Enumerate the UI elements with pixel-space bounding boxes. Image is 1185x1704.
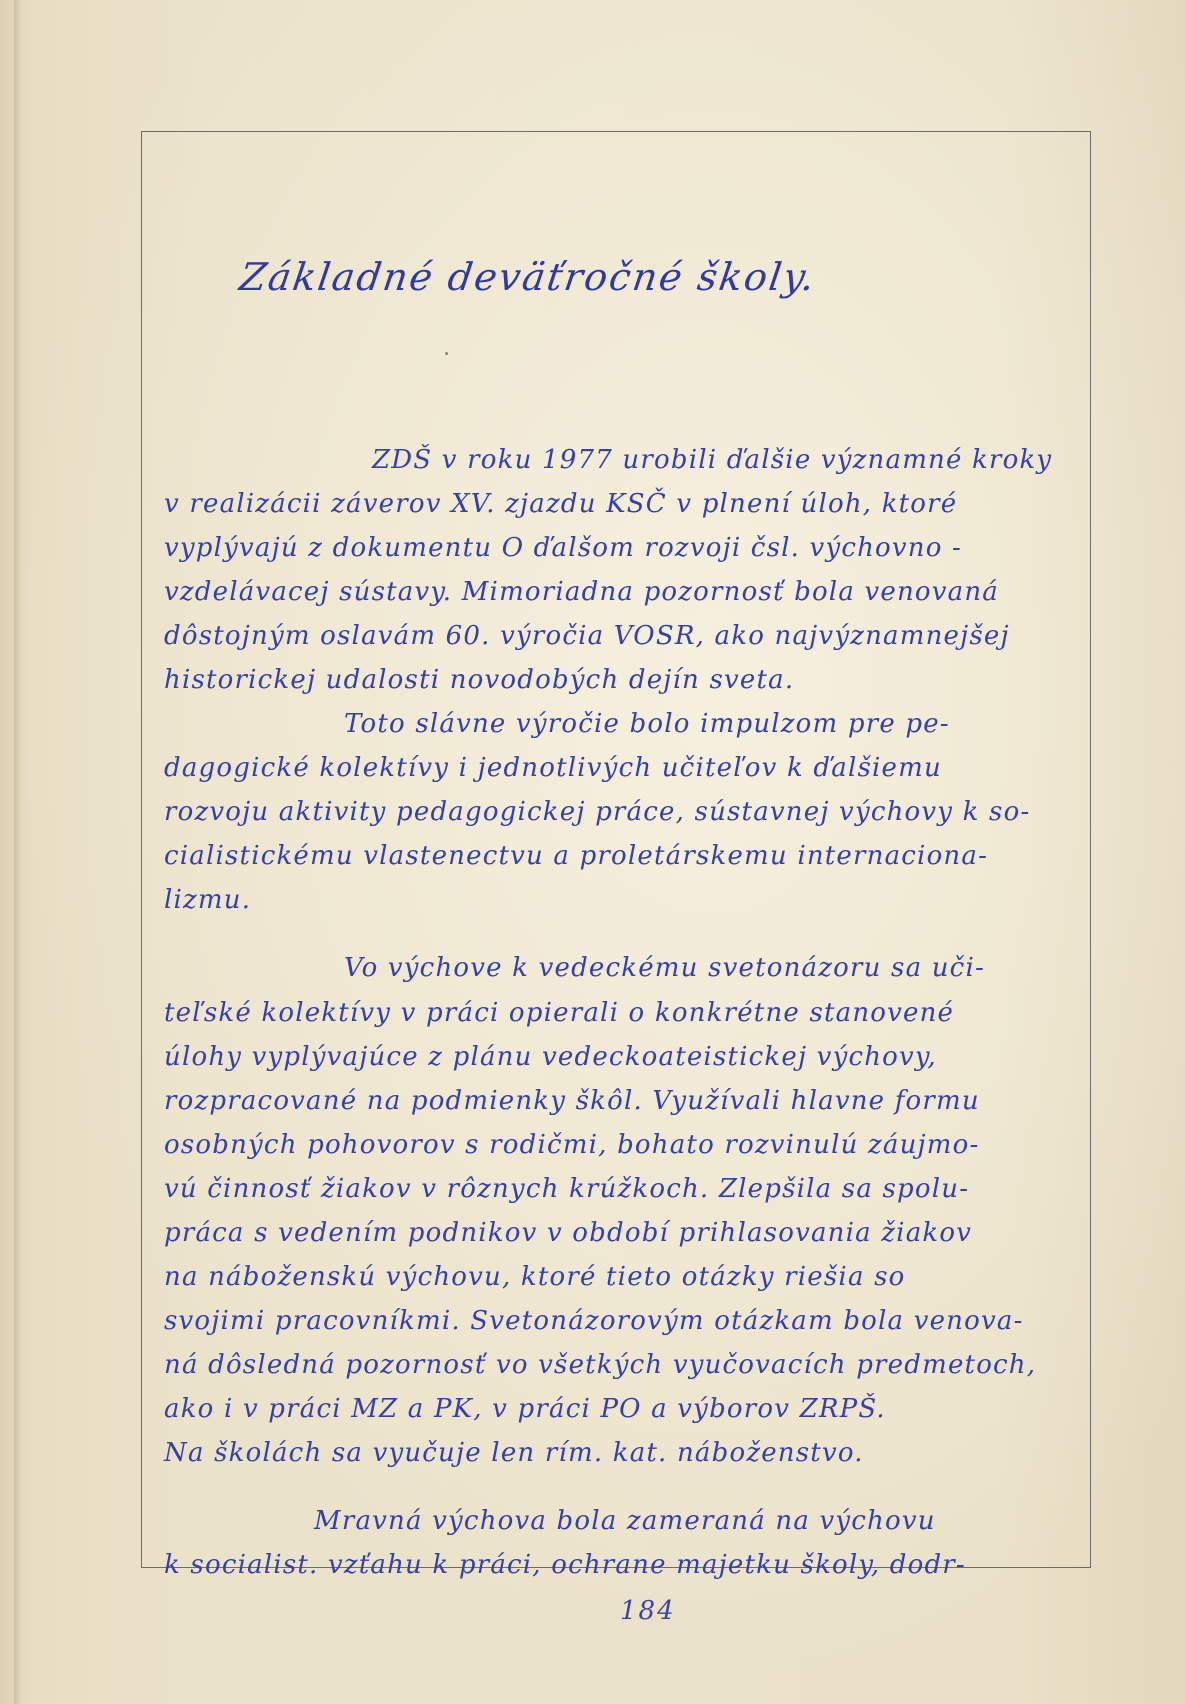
text-line-17: vú činnosť žiakov v rôznych krúžkoch. Zlepšila sa spolu- — [164, 1174, 970, 1204]
text-line-1: ZDŠ v roku 1977 urobili ďalšie významné kroky — [372, 445, 1053, 475]
text-line-7: Toto slávne výročie bolo impulzom pre pe- — [344, 709, 950, 739]
page-binding-shadow — [14, 0, 22, 1704]
page-title: Základné deväťročné školy. — [236, 255, 819, 299]
text-line-12: Vo výchove k vedeckému svetonázoru sa uči- — [344, 953, 985, 983]
text-line-11: lizmu. — [164, 885, 252, 915]
text-line-19: na náboženskú výchovu, ktoré tieto otázky riešia so — [164, 1262, 906, 1292]
text-line-4: vzdelávacej sústavy. Mimoriadna pozornosť bola venovaná — [164, 577, 999, 607]
text-line-2: v realizácii záverov XV. zjazdu KSČ v plnení úloh, ktoré — [164, 489, 958, 519]
text-line-14: úlohy vyplývajúce z plánu vedeckoateistickej výchovy, — [164, 1042, 937, 1072]
text-line-15: rozpracované na podmienky škôl. Využívali hlavne formu — [164, 1086, 980, 1116]
text-line-23: Na školách sa vyučuje len rím. kat. náboženstvo. — [164, 1438, 864, 1468]
ink-speck — [445, 352, 448, 355]
text-line-21: ná dôsledná pozornosť vo všetkých vyučovacích predmetoch, — [164, 1350, 1037, 1380]
text-line-24: Mravná výchova bola zameraná na výchovu — [314, 1506, 936, 1536]
text-line-6: historickej udalosti novodobých dejín sveta. — [164, 665, 795, 695]
text-line-22: ako i v práci MZ a PK, v práci PO a výborov ZRPŠ. — [164, 1394, 886, 1424]
text-line-13: teľské kolektívy v práci opierali o konkrétne stanovené — [164, 998, 955, 1028]
text-line-8: dagogické kolektívy i jednotlivých učiteľov k ďalšiemu — [164, 753, 942, 783]
text-line-9: rozvoju aktivity pedagogickej práce, sústavnej výchovy k so- — [164, 797, 1031, 827]
text-line-16: osobných pohovorov s rodičmi, bohato rozvinulú záujmo- — [164, 1130, 980, 1160]
text-line-5: dôstojným oslavám 60. výročia VOSR, ako najvýznamnejšej — [164, 621, 1010, 651]
page-number: 184 — [620, 1596, 676, 1626]
text-line-3: vyplývajú z dokumentu O ďalšom rozvoji čsl. výchovno - — [164, 533, 963, 563]
text-line-18: práca s vedením podnikov v období prihlasovania žiakov — [164, 1218, 973, 1248]
text-line-25: k socialist. vzťahu k práci, ochrane majetku školy, dodr- — [164, 1550, 966, 1580]
text-line-10: cialistickému vlastenectvu a proletárskemu internaciona- — [164, 841, 989, 871]
text-line-20: svojimi pracovníkmi. Svetonázorovým otázkam bola venova- — [164, 1306, 1024, 1336]
